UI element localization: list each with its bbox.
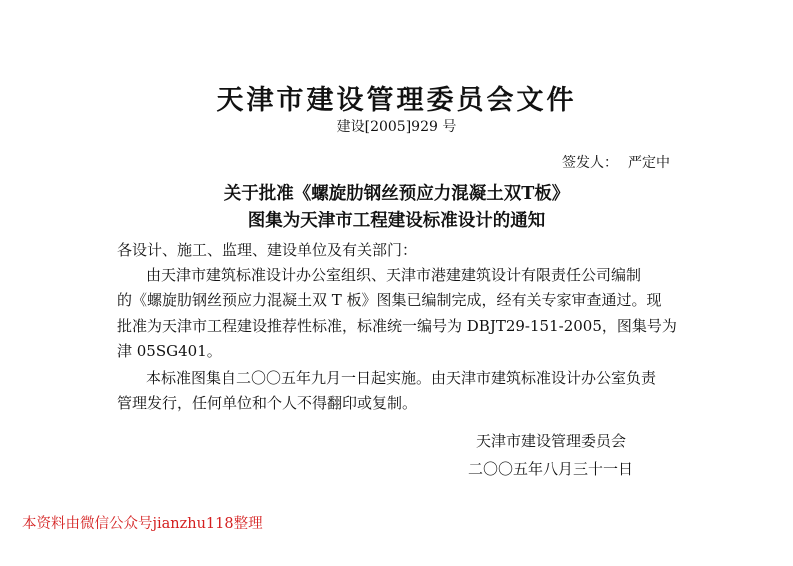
signer-label: 签发人： xyxy=(562,155,618,171)
signer xyxy=(562,152,670,172)
notice-subject-line-2: 图集为天津市工程建设标准设计的通知 xyxy=(247,211,546,231)
paragraph-2-line-1: 本标准图集自二〇〇五年九月一日起实施。由天津市建筑标准设计办公室负责 xyxy=(146,369,657,387)
document-title: 天津市建设管理委员会文件 xyxy=(216,85,577,116)
paragraph-1-line-1: 由天津市建筑标准设计办公室组织、天津市港建建筑设计有限责任公司编制 xyxy=(146,266,642,284)
salutation: 各设计、施工、监理、建设单位及有关部门： xyxy=(117,241,418,259)
paragraph-1-line-2: 的《螺旋肋钢丝预应力混凝土双 T 板》图集已编制完成，经有关专家审查通过。现 xyxy=(117,291,662,309)
paragraph-1-line-3: 批准为天津市工程建设推荐性标准，标准统一编号为 DBJT29-151-2005，图集号为 xyxy=(117,317,677,335)
signature-date: 二〇〇五年八月三十一日 xyxy=(468,460,634,478)
notice-subject-line-1: 关于批准《螺旋肋钢丝预应力混凝土双T板》 xyxy=(223,184,570,204)
paragraph-1-line-4: 津 05SG401。 xyxy=(117,342,222,360)
paragraph-2-line-2: 管理发行，任何单位和个人不得翻印或复制。 xyxy=(117,394,418,412)
document-number: 建设[2005]929 号 xyxy=(336,119,457,135)
signer-name: 严定中 xyxy=(628,155,670,171)
watermark-text: 本资料由微信公众号jianzhu118整理 xyxy=(22,516,263,532)
signature-organization: 天津市建设管理委员会 xyxy=(476,432,627,450)
